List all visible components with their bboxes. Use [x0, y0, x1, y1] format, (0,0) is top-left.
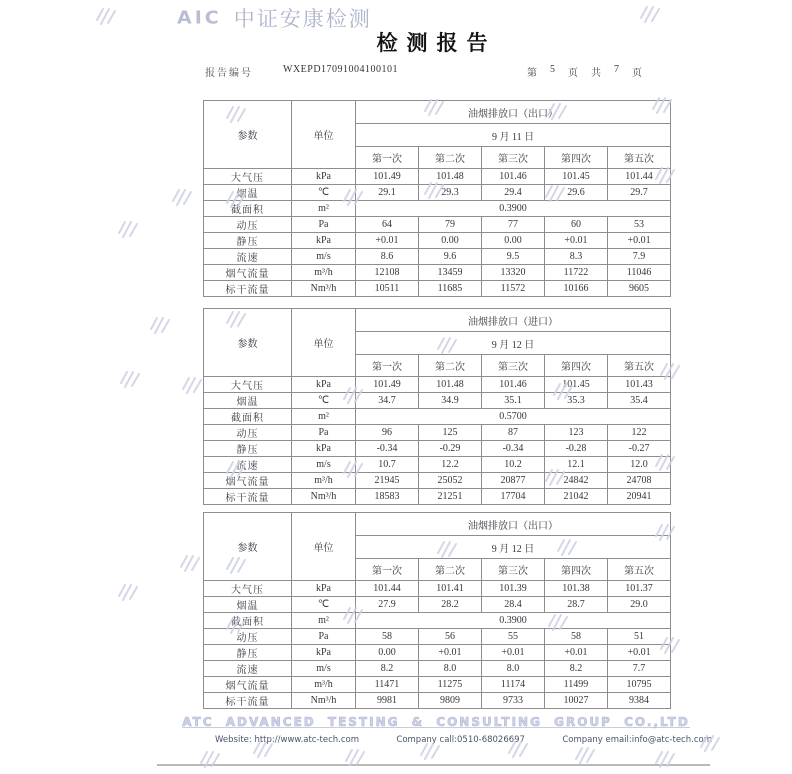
value-cell: 28.2: [419, 597, 482, 613]
value-cell: 28.4: [482, 597, 545, 613]
watermark-icon: [182, 377, 202, 400]
value-cell: 101.44: [356, 581, 419, 597]
run-header: 第一次: [356, 559, 419, 581]
value-cell: 0.00: [356, 645, 419, 661]
unit-cell: Nm³/h: [292, 693, 356, 709]
value-cell: 101.46: [482, 377, 545, 393]
unit-cell: ℃: [292, 597, 356, 613]
param-cell: 大气压: [204, 581, 292, 597]
measurement-table-outlet-sep12: [203, 512, 671, 709]
unit-cell: m³/h: [292, 473, 356, 489]
param-cell: 标干流量: [204, 693, 292, 709]
unit-cell: kPa: [292, 581, 356, 597]
watermark-icon: [420, 743, 440, 766]
value-cell: 8.6: [356, 249, 419, 265]
run-header: 第一次: [356, 355, 419, 377]
watermark-icon: [200, 751, 220, 774]
value-cell: 9981: [356, 693, 419, 709]
report-no-value: WXEPD17091004100101: [283, 64, 399, 75]
run-header: 第一次: [356, 147, 419, 169]
measurement-table-outlet-sep11: [203, 100, 671, 297]
value-cell: 96: [356, 425, 419, 441]
value-cell: 20877: [482, 473, 545, 489]
run-header: 第五次: [608, 147, 671, 169]
param-cell: 流速: [204, 457, 292, 473]
value-cell: 24842: [545, 473, 608, 489]
footer-email: Company email:info@atc-tech.com: [562, 735, 712, 745]
param-cell: 静压: [204, 233, 292, 249]
value-cell: +0.01: [356, 233, 419, 249]
unit-cell: Pa: [292, 629, 356, 645]
value-cell: +0.01: [608, 233, 671, 249]
unit-header: 单位: [292, 513, 356, 581]
value-cell: 77: [482, 217, 545, 233]
unit-cell: m/s: [292, 249, 356, 265]
unit-cell: Pa: [292, 425, 356, 441]
value-cell: 58: [356, 629, 419, 645]
value-cell: 21042: [545, 489, 608, 505]
watermark-icon: [150, 317, 170, 340]
page-token: 共: [591, 68, 601, 79]
location-header: 油烟排放口（出口）: [356, 101, 671, 124]
value-cell: 29.1: [356, 185, 419, 201]
table-row: [204, 645, 671, 661]
table-row: [204, 217, 671, 233]
value-cell: 34.7: [356, 393, 419, 409]
value-cell: 11685: [419, 281, 482, 297]
value-cell: 101.39: [482, 581, 545, 597]
value-cell: 101.45: [545, 169, 608, 185]
unit-cell: Nm³/h: [292, 281, 356, 297]
footer-company-name: ATC ADVANCED TESTING & CONSULTING GROUP CO.,LTD: [182, 715, 690, 729]
run-header: 第二次: [419, 147, 482, 169]
value-cell: -0.34: [482, 441, 545, 457]
param-cell: 动压: [204, 629, 292, 645]
value-cell: 29.4: [482, 185, 545, 201]
value-cell: 35.3: [545, 393, 608, 409]
value-cell: -0.27: [608, 441, 671, 457]
watermark-icon: [172, 189, 192, 212]
page-token: 页: [568, 68, 578, 79]
atc-logo-icon: AIC: [177, 7, 222, 29]
value-cell: 101.44: [608, 169, 671, 185]
table-row: [204, 677, 671, 693]
table-row: [204, 233, 671, 249]
value-cell: 18583: [356, 489, 419, 505]
param-cell: 标干流量: [204, 281, 292, 297]
value-cell: 56: [419, 629, 482, 645]
unit-cell: kPa: [292, 645, 356, 661]
date-header: 9 月 12 日: [356, 332, 671, 355]
merged-value-cell: 0.3900: [356, 613, 671, 629]
value-cell: 11572: [482, 281, 545, 297]
value-cell: 7.7: [608, 661, 671, 677]
value-cell: 101.48: [419, 377, 482, 393]
value-cell: 101.46: [482, 169, 545, 185]
value-cell: 123: [545, 425, 608, 441]
value-cell: 101.49: [356, 169, 419, 185]
page-number-total: 7: [614, 64, 619, 75]
param-cell: 烟温: [204, 393, 292, 409]
param-header: 参数: [204, 101, 292, 169]
value-cell: +0.01: [608, 645, 671, 661]
value-cell: 24708: [608, 473, 671, 489]
value-cell: 60: [545, 217, 608, 233]
value-cell: -0.34: [356, 441, 419, 457]
table-row: [204, 281, 671, 297]
param-cell: 静压: [204, 645, 292, 661]
value-cell: 101.43: [608, 377, 671, 393]
value-cell: 8.0: [419, 661, 482, 677]
value-cell: 17704: [482, 489, 545, 505]
value-cell: -0.29: [419, 441, 482, 457]
value-cell: 101.37: [608, 581, 671, 597]
table-row: [204, 169, 671, 185]
value-cell: +0.01: [545, 645, 608, 661]
run-header: 第四次: [545, 355, 608, 377]
value-cell: 10.2: [482, 457, 545, 473]
value-cell: 10.7: [356, 457, 419, 473]
value-cell: 29.6: [545, 185, 608, 201]
table-row: [204, 249, 671, 265]
unit-cell: m³/h: [292, 677, 356, 693]
table-row: [204, 693, 671, 709]
unit-cell: kPa: [292, 233, 356, 249]
value-cell: 9605: [608, 281, 671, 297]
param-cell: 流速: [204, 661, 292, 677]
table-row: [204, 409, 671, 425]
watermark-icon: [180, 555, 200, 578]
value-cell: 35.4: [608, 393, 671, 409]
value-cell: +0.01: [482, 645, 545, 661]
value-cell: 9384: [608, 693, 671, 709]
company-logo-text: 中证安康检测: [233, 7, 372, 31]
param-cell: 静压: [204, 441, 292, 457]
report-meta: [203, 62, 670, 78]
run-header: 第五次: [608, 559, 671, 581]
table-row: [204, 613, 671, 629]
table-row: [204, 441, 671, 457]
table-row: [204, 581, 671, 597]
unit-cell: ℃: [292, 393, 356, 409]
param-cell: 截面积: [204, 409, 292, 425]
watermark-icon: [96, 8, 116, 31]
value-cell: -0.28: [545, 441, 608, 457]
run-header: 第三次: [482, 147, 545, 169]
unit-cell: m/s: [292, 457, 356, 473]
value-cell: 8.0: [482, 661, 545, 677]
value-cell: 8.2: [545, 661, 608, 677]
table-row: [204, 457, 671, 473]
table-row: [204, 425, 671, 441]
report-no-label: 报告编号: [205, 68, 253, 79]
table-row: [204, 473, 671, 489]
value-cell: 11174: [482, 677, 545, 693]
value-cell: 0.00: [482, 233, 545, 249]
table-row: [204, 629, 671, 645]
unit-cell: Pa: [292, 217, 356, 233]
table-row: [204, 265, 671, 281]
table-row: [204, 185, 671, 201]
value-cell: 29.0: [608, 597, 671, 613]
watermark-icon: [120, 371, 140, 394]
table-row: [204, 661, 671, 677]
param-cell: 大气压: [204, 169, 292, 185]
run-header: 第四次: [545, 147, 608, 169]
table-row: [204, 393, 671, 409]
location-header: 油烟排放口（出口）: [356, 513, 671, 536]
run-header: 第四次: [545, 559, 608, 581]
value-cell: 9.5: [482, 249, 545, 265]
value-cell: 8.3: [545, 249, 608, 265]
value-cell: 21251: [419, 489, 482, 505]
page-number-current: 5: [550, 64, 555, 75]
page-indicator: [527, 64, 642, 79]
measurement-table-inlet-sep12: [203, 308, 671, 505]
value-cell: 13459: [419, 265, 482, 281]
date-header: 9 月 12 日: [356, 536, 671, 559]
table-row: [204, 377, 671, 393]
watermark-icon: [345, 749, 365, 772]
value-cell: 12.1: [545, 457, 608, 473]
value-cell: 53: [608, 217, 671, 233]
page-title: 检测报告: [376, 31, 497, 55]
value-cell: 29.7: [608, 185, 671, 201]
value-cell: 51: [608, 629, 671, 645]
value-cell: 11499: [545, 677, 608, 693]
unit-cell: m²: [292, 409, 356, 425]
param-cell: 大气压: [204, 377, 292, 393]
param-cell: 烟温: [204, 185, 292, 201]
value-cell: 10027: [545, 693, 608, 709]
value-cell: 11275: [419, 677, 482, 693]
table-row: [204, 489, 671, 505]
value-cell: 13320: [482, 265, 545, 281]
value-cell: 9.6: [419, 249, 482, 265]
value-cell: 12.0: [608, 457, 671, 473]
value-cell: 64: [356, 217, 419, 233]
value-cell: 8.2: [356, 661, 419, 677]
value-cell: 0.00: [419, 233, 482, 249]
watermark-icon: [640, 6, 660, 29]
page-bottom-rule: [157, 764, 710, 766]
watermark-icon: [655, 751, 675, 774]
param-cell: 烟气流量: [204, 473, 292, 489]
unit-cell: ℃: [292, 185, 356, 201]
merged-value-cell: 0.3900: [356, 201, 671, 217]
value-cell: 11722: [545, 265, 608, 281]
merged-value-cell: 0.5700: [356, 409, 671, 425]
unit-header: 单位: [292, 309, 356, 377]
footer-website: Website: http://www.atc-tech.com: [215, 735, 360, 745]
param-cell: 烟温: [204, 597, 292, 613]
table-row: [204, 201, 671, 217]
unit-cell: Nm³/h: [292, 489, 356, 505]
value-cell: 11046: [608, 265, 671, 281]
value-cell: 101.41: [419, 581, 482, 597]
value-cell: 21945: [356, 473, 419, 489]
page-token: 页: [632, 68, 642, 79]
value-cell: 10511: [356, 281, 419, 297]
unit-cell: m/s: [292, 661, 356, 677]
unit-cell: m²: [292, 613, 356, 629]
watermark-icon: [575, 747, 595, 770]
unit-cell: m³/h: [292, 265, 356, 281]
param-cell: 截面积: [204, 613, 292, 629]
value-cell: 9809: [419, 693, 482, 709]
table-row: [204, 597, 671, 613]
unit-cell: m²: [292, 201, 356, 217]
param-cell: 烟气流量: [204, 677, 292, 693]
param-cell: 标干流量: [204, 489, 292, 505]
param-cell: 动压: [204, 217, 292, 233]
value-cell: 12.2: [419, 457, 482, 473]
run-header: 第二次: [419, 559, 482, 581]
unit-header: 单位: [292, 101, 356, 169]
value-cell: 55: [482, 629, 545, 645]
footer-contacts: [215, 735, 712, 745]
value-cell: 20941: [608, 489, 671, 505]
run-header: 第三次: [482, 355, 545, 377]
date-header: 9 月 11 日: [356, 124, 671, 147]
value-cell: 34.9: [419, 393, 482, 409]
value-cell: 35.1: [482, 393, 545, 409]
value-cell: 101.48: [419, 169, 482, 185]
value-cell: 87: [482, 425, 545, 441]
value-cell: 58: [545, 629, 608, 645]
run-header: 第二次: [419, 355, 482, 377]
value-cell: 125: [419, 425, 482, 441]
param-header: 参数: [204, 309, 292, 377]
value-cell: 7.9: [608, 249, 671, 265]
value-cell: 11471: [356, 677, 419, 693]
watermark-icon: [118, 221, 138, 244]
param-cell: 流速: [204, 249, 292, 265]
value-cell: 101.38: [545, 581, 608, 597]
value-cell: +0.01: [419, 645, 482, 661]
unit-cell: kPa: [292, 441, 356, 457]
value-cell: 25052: [419, 473, 482, 489]
param-cell: 动压: [204, 425, 292, 441]
value-cell: 9733: [482, 693, 545, 709]
watermark-icon: [118, 584, 138, 607]
param-cell: 烟气流量: [204, 265, 292, 281]
value-cell: 101.49: [356, 377, 419, 393]
value-cell: 28.7: [545, 597, 608, 613]
value-cell: 29.3: [419, 185, 482, 201]
unit-cell: kPa: [292, 169, 356, 185]
footer-phone: Company call:0510-68026697: [396, 735, 525, 745]
param-cell: 截面积: [204, 201, 292, 217]
page-token: 第: [527, 68, 537, 79]
value-cell: 101.45: [545, 377, 608, 393]
run-header: 第五次: [608, 355, 671, 377]
value-cell: 10166: [545, 281, 608, 297]
param-header: 参数: [204, 513, 292, 581]
value-cell: 10795: [608, 677, 671, 693]
value-cell: +0.01: [545, 233, 608, 249]
unit-cell: kPa: [292, 377, 356, 393]
value-cell: 79: [419, 217, 482, 233]
run-header: 第三次: [482, 559, 545, 581]
value-cell: 27.9: [356, 597, 419, 613]
value-cell: 12108: [356, 265, 419, 281]
location-header: 油烟排放口（进口）: [356, 309, 671, 332]
value-cell: 122: [608, 425, 671, 441]
